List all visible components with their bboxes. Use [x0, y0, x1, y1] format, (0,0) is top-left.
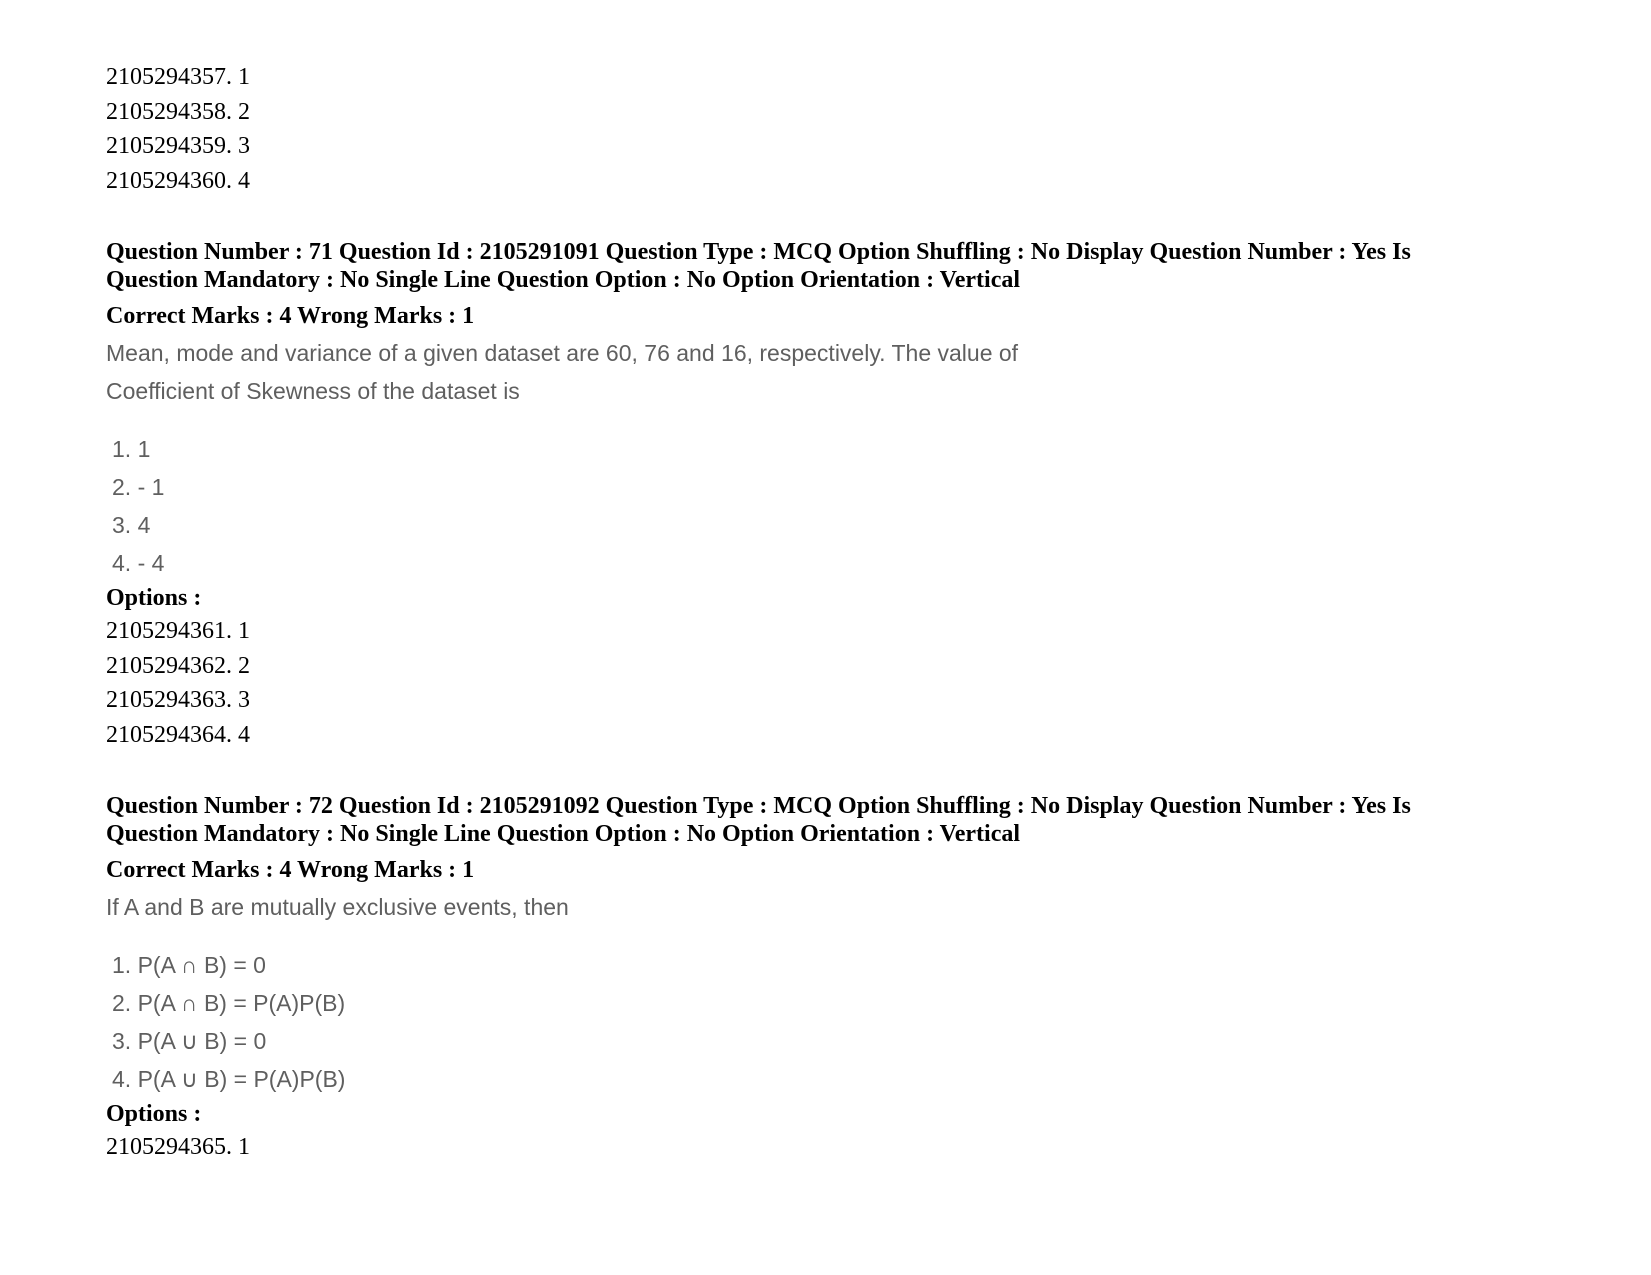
- option-id-line: 2105294357. 1: [106, 64, 250, 90]
- question-meta-line: Question Number : 72 Question Id : 2105291092 Question Type : MCQ Option Shuffling : No Display Question Number : Yes Is: [106, 793, 1411, 819]
- answer-choice: 2. - 1: [112, 474, 165, 500]
- option-id-line: 2105294363. 3: [106, 687, 250, 713]
- question-text: [106, 334, 1546, 410]
- question-marks: Correct Marks : 4 Wrong Marks : 1: [106, 857, 475, 883]
- options-heading: Options :: [106, 1101, 202, 1127]
- question-meta-line: Question Number : 71 Question Id : 2105291091 Question Type : MCQ Option Shuffling : No Display Question Number : Yes Is: [106, 239, 1411, 265]
- option-id-line: 2105294360. 4: [106, 167, 250, 194]
- previous-options-list: [106, 60, 1546, 198]
- question-meta: [106, 238, 1546, 294]
- options-list: [106, 1130, 1546, 1165]
- question-text-line: Coefficient of Skewness of the dataset is: [106, 378, 520, 404]
- question-marks: Correct Marks : 4 Wrong Marks : 1: [106, 303, 475, 329]
- question-text-line: Mean, mode and variance of a given dataset are 60, 76 and 16, respectively. The value of: [106, 340, 1019, 366]
- question-meta: [106, 792, 1546, 848]
- options-list: [106, 614, 1546, 752]
- question-meta-line: Question Mandatory : No Single Line Question Option : No Option Orientation : Vertical: [106, 821, 1021, 847]
- document-page: [106, 60, 1546, 1165]
- answer-choice: 4. P(A ∪ B) = P(A)P(B): [112, 1066, 346, 1092]
- answer-choice: 4. - 4: [112, 550, 165, 576]
- option-id-line: 2105294358. 2: [106, 98, 250, 125]
- spacer: [106, 198, 1546, 238]
- answer-choice: 1. 1: [112, 436, 151, 462]
- option-id-line: 2105294362. 2: [106, 652, 250, 679]
- question-text: [106, 888, 1546, 926]
- question-text-line: If A and B are mutually exclusive events, then: [106, 894, 569, 920]
- answer-choices: [106, 946, 1546, 1098]
- answer-choice: 2. P(A ∩ B) = P(A)P(B): [112, 990, 346, 1016]
- option-id-line: 2105294359. 3: [106, 133, 250, 159]
- answer-choice: 3. P(A ∪ B) = 0: [112, 1028, 267, 1054]
- question-meta-line: Question Mandatory : No Single Line Question Option : No Option Orientation : Vertical: [106, 267, 1021, 293]
- answer-choice: 3. 4: [112, 512, 151, 538]
- option-id-line: 2105294364. 4: [106, 721, 250, 748]
- options-heading: Options :: [106, 585, 202, 611]
- spacer: [106, 752, 1546, 792]
- answer-choices: [106, 430, 1546, 582]
- question-block-72: [106, 792, 1546, 1165]
- answer-choice: 1. P(A ∩ B) = 0: [112, 952, 266, 978]
- option-id-line: 2105294365. 1: [106, 1134, 250, 1160]
- question-block-71: [106, 238, 1546, 752]
- option-id-line: 2105294361. 1: [106, 618, 250, 644]
